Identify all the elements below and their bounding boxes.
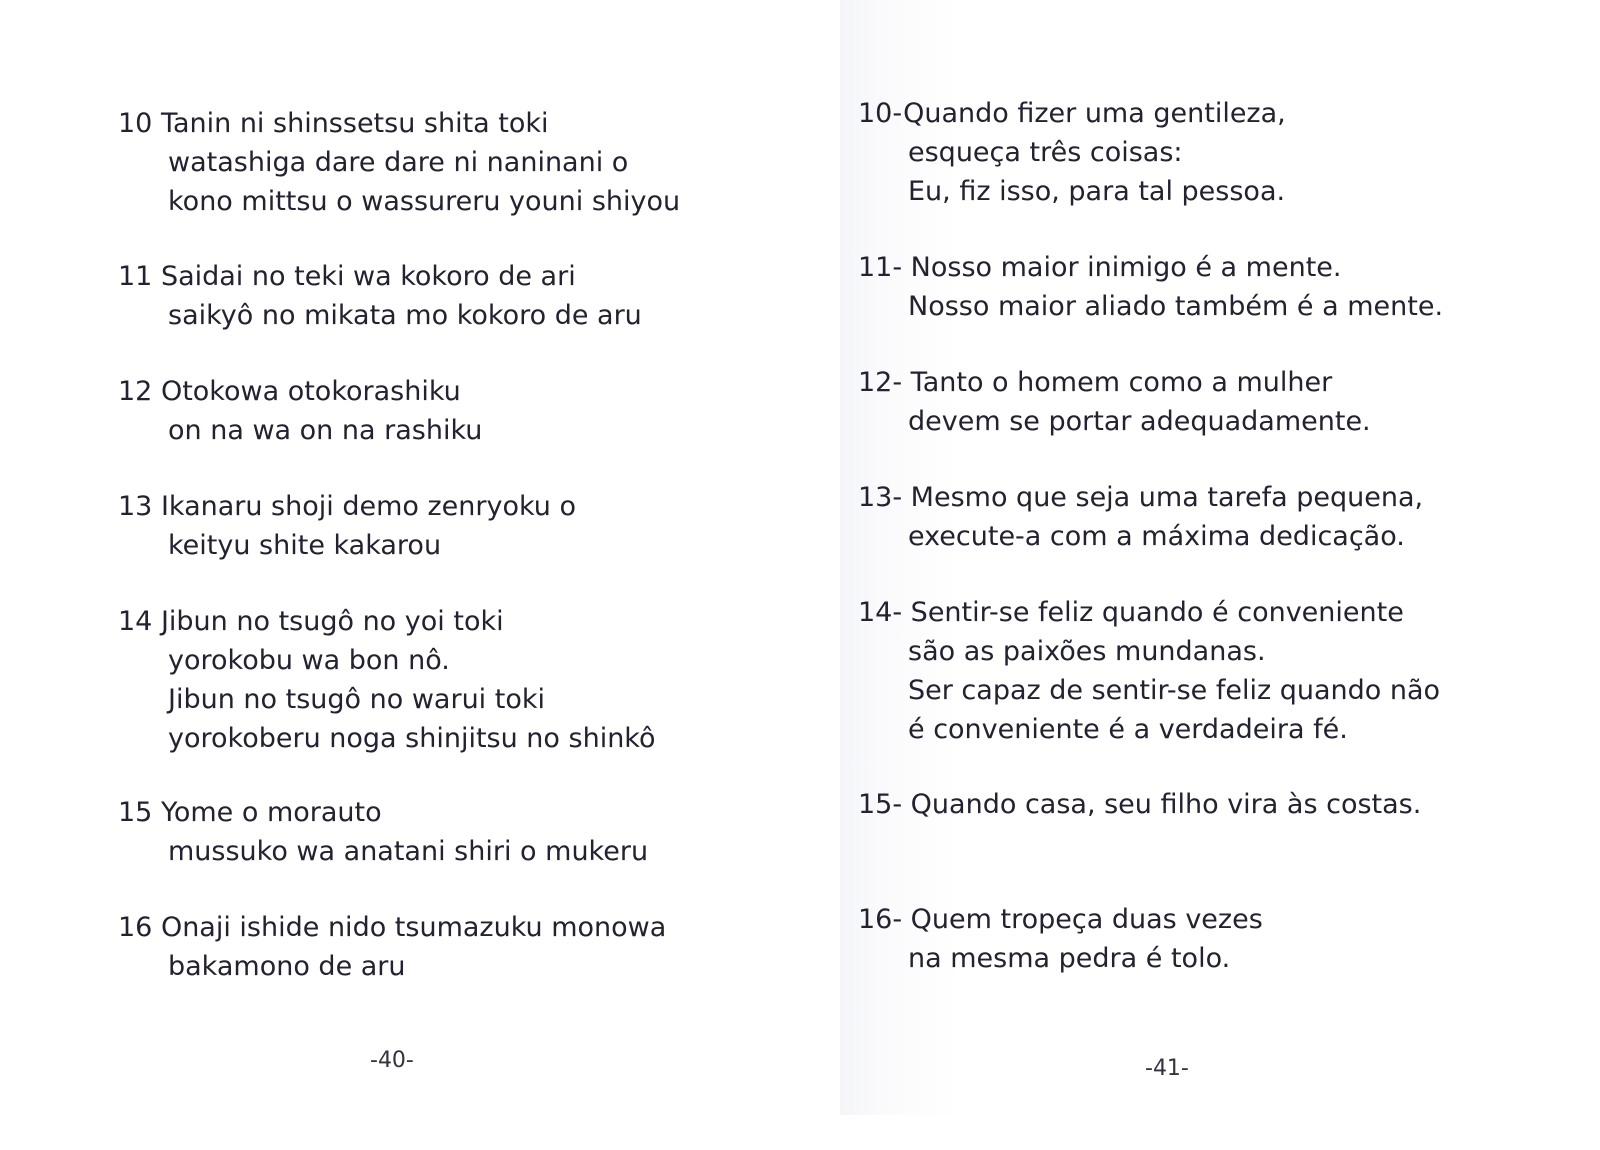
entry-first-line: 15 Yome o morauto <box>118 797 382 828</box>
proverb-entry-11-romaji <box>118 257 642 335</box>
proverb-entry-15-romaji <box>118 793 648 871</box>
entry-first-line: 12 Otokowa otokorashiku <box>118 376 461 407</box>
proverb-entry-16-romaji <box>118 908 666 986</box>
entry-line: kono mittsu o wassureru youni shiyou <box>168 186 681 217</box>
entry-line: watashiga dare dare ni naninani o <box>168 147 629 178</box>
entry-first-line: 12- Tanto o homem como a mulher <box>858 367 1333 398</box>
entry-first-line: 14- Sentir-se feliz quando é conveniente <box>858 597 1404 628</box>
entry-first-line: 14 Jibun no tsugô no yoi toki <box>118 606 504 637</box>
entry-line: na mesma pedra é tolo. <box>908 943 1231 974</box>
proverb-entry-13-translation <box>858 478 1423 556</box>
proverb-entry-12-romaji <box>118 372 482 450</box>
page-number-right: -41- <box>1145 1056 1189 1081</box>
entry-line: mussuko wa anatani shiri o mukeru <box>168 836 649 867</box>
proverb-entry-14-romaji <box>118 602 656 758</box>
entry-line: Nosso maior aliado também é a mente. <box>908 291 1444 322</box>
entry-first-line: 10 Tanin ni shinssetsu shita toki <box>118 108 549 139</box>
entry-line: on na wa on na rashiku <box>168 415 483 446</box>
entry-first-line: 16- Quem tropeça duas vezes <box>858 904 1263 935</box>
entry-first-line: 15- Quando casa, seu filho vira às costas. <box>858 789 1422 820</box>
entry-first-line: 10-Quando fizer uma gentileza, <box>858 98 1286 129</box>
entry-line: yorokoberu noga shinjitsu no shinkô <box>168 723 656 754</box>
entry-line: Ser capaz de sentir-se feliz quando não <box>908 675 1441 706</box>
proverb-entry-13-romaji <box>118 487 576 565</box>
entry-line: saikyô no mikata mo kokoro de aru <box>168 300 642 331</box>
entry-first-line: 13 Ikanaru shoji demo zenryoku o <box>118 491 577 522</box>
entry-line: yorokobu wa bon nô. <box>168 645 450 676</box>
proverb-entry-11-translation <box>858 248 1443 326</box>
entry-line: esqueça três coisas: <box>908 137 1183 168</box>
right-page <box>840 0 1600 1115</box>
proverb-entry-10-romaji <box>118 104 680 221</box>
entry-line: Eu, fiz isso, para tal pessoa. <box>908 176 1286 207</box>
proverb-entry-16-translation <box>858 900 1263 978</box>
page-number-left: -40- <box>370 1048 414 1073</box>
proverb-entry-15-translation <box>858 785 1421 824</box>
entry-first-line: 11 Saidai no teki wa kokoro de ari <box>118 261 576 292</box>
entry-line: keityu shite kakarou <box>168 530 442 561</box>
entry-line: bakamono de aru <box>168 951 406 982</box>
entry-line: Jibun no tsugô no warui toki <box>168 684 546 715</box>
proverb-entry-12-translation <box>858 363 1371 441</box>
proverb-entry-10-translation <box>858 94 1286 211</box>
proverb-entry-14-translation <box>858 593 1440 749</box>
entry-line: execute-a com a máxima dedicação. <box>908 521 1405 552</box>
entry-line: devem se portar adequadamente. <box>908 406 1371 437</box>
entry-first-line: 13- Mesmo que seja uma tarefa pequena, <box>858 482 1424 513</box>
entry-first-line: 16 Onaji ishide nido tsumazuku monowa <box>118 912 667 943</box>
entry-first-line: 11- Nosso maior inimigo é a mente. <box>858 252 1342 283</box>
entry-line: são as paixões mundanas. <box>908 636 1266 667</box>
entry-line: é conveniente é a verdadeira fé. <box>908 714 1348 745</box>
